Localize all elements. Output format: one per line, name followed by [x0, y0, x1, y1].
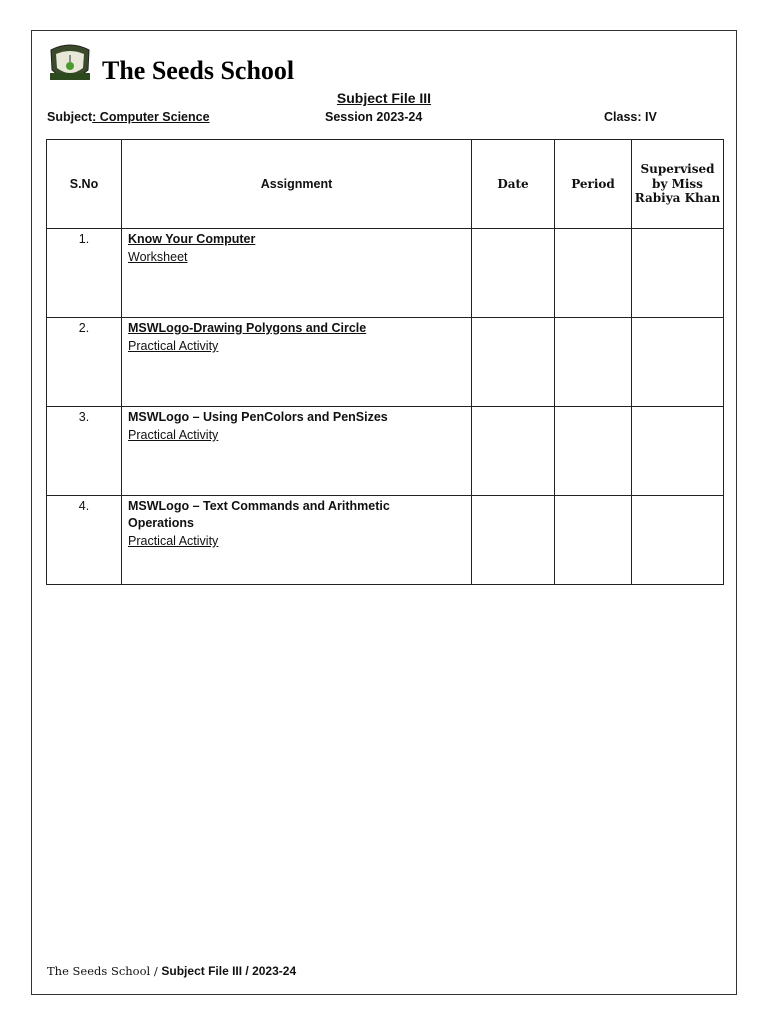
table-row [47, 229, 724, 318]
table-header [47, 140, 724, 229]
header-date: Date [472, 140, 555, 229]
assignment-table [46, 139, 724, 585]
footer [47, 964, 296, 978]
school-logo [47, 42, 93, 84]
supervisor-cell [632, 318, 724, 407]
date-cell [472, 229, 555, 318]
period-cell [555, 407, 632, 496]
session: Session 2023-24 [325, 110, 423, 124]
row-sno: 1. [47, 229, 122, 318]
assignment-type: Practical Activity [128, 339, 219, 353]
date-cell [472, 318, 555, 407]
school-name: The Seeds School [102, 56, 295, 85]
table-row [47, 496, 724, 585]
document-title: Subject File III [336, 90, 432, 106]
footer-file-info: Subject File III / 2023-24 [161, 964, 297, 978]
subject-field [47, 110, 210, 124]
table-row [47, 407, 724, 496]
supervisor-cell [632, 407, 724, 496]
class: Class: IV [604, 110, 657, 124]
supervisor-cell [632, 496, 724, 585]
row-sno: 3. [47, 407, 122, 496]
assignment-title: MSWLogo-Drawing Polygons and Circle [128, 321, 367, 335]
assignment-type: Practical Activity [128, 428, 219, 442]
assignment-title: Know Your Computer [128, 232, 256, 246]
period-cell [555, 496, 632, 585]
header-period: Period [555, 140, 632, 229]
assignment-title: MSWLogo – Using PenColors and PenSizes [128, 410, 388, 424]
header-assignment: Assignment [122, 140, 472, 229]
header-sno: S.No [47, 140, 122, 229]
header-supervised: Supervised by Miss Rabiya Khan [632, 140, 724, 229]
subject-value: : Computer Science [92, 110, 210, 124]
date-cell [472, 496, 555, 585]
supervisor-cell [632, 229, 724, 318]
assignment-title: MSWLogo – Text Commands and Arithmetic Operations [128, 499, 390, 530]
assignment-type: Worksheet [128, 250, 188, 264]
period-cell [555, 318, 632, 407]
table-row [47, 318, 724, 407]
footer-school: The Seeds School / [47, 964, 162, 978]
row-sno: 2. [47, 318, 122, 407]
subject-label: Subject [47, 110, 93, 124]
date-cell [472, 407, 555, 496]
row-sno: 4. [47, 496, 122, 585]
period-cell [555, 229, 632, 318]
assignment-type: Practical Activity [128, 534, 219, 548]
